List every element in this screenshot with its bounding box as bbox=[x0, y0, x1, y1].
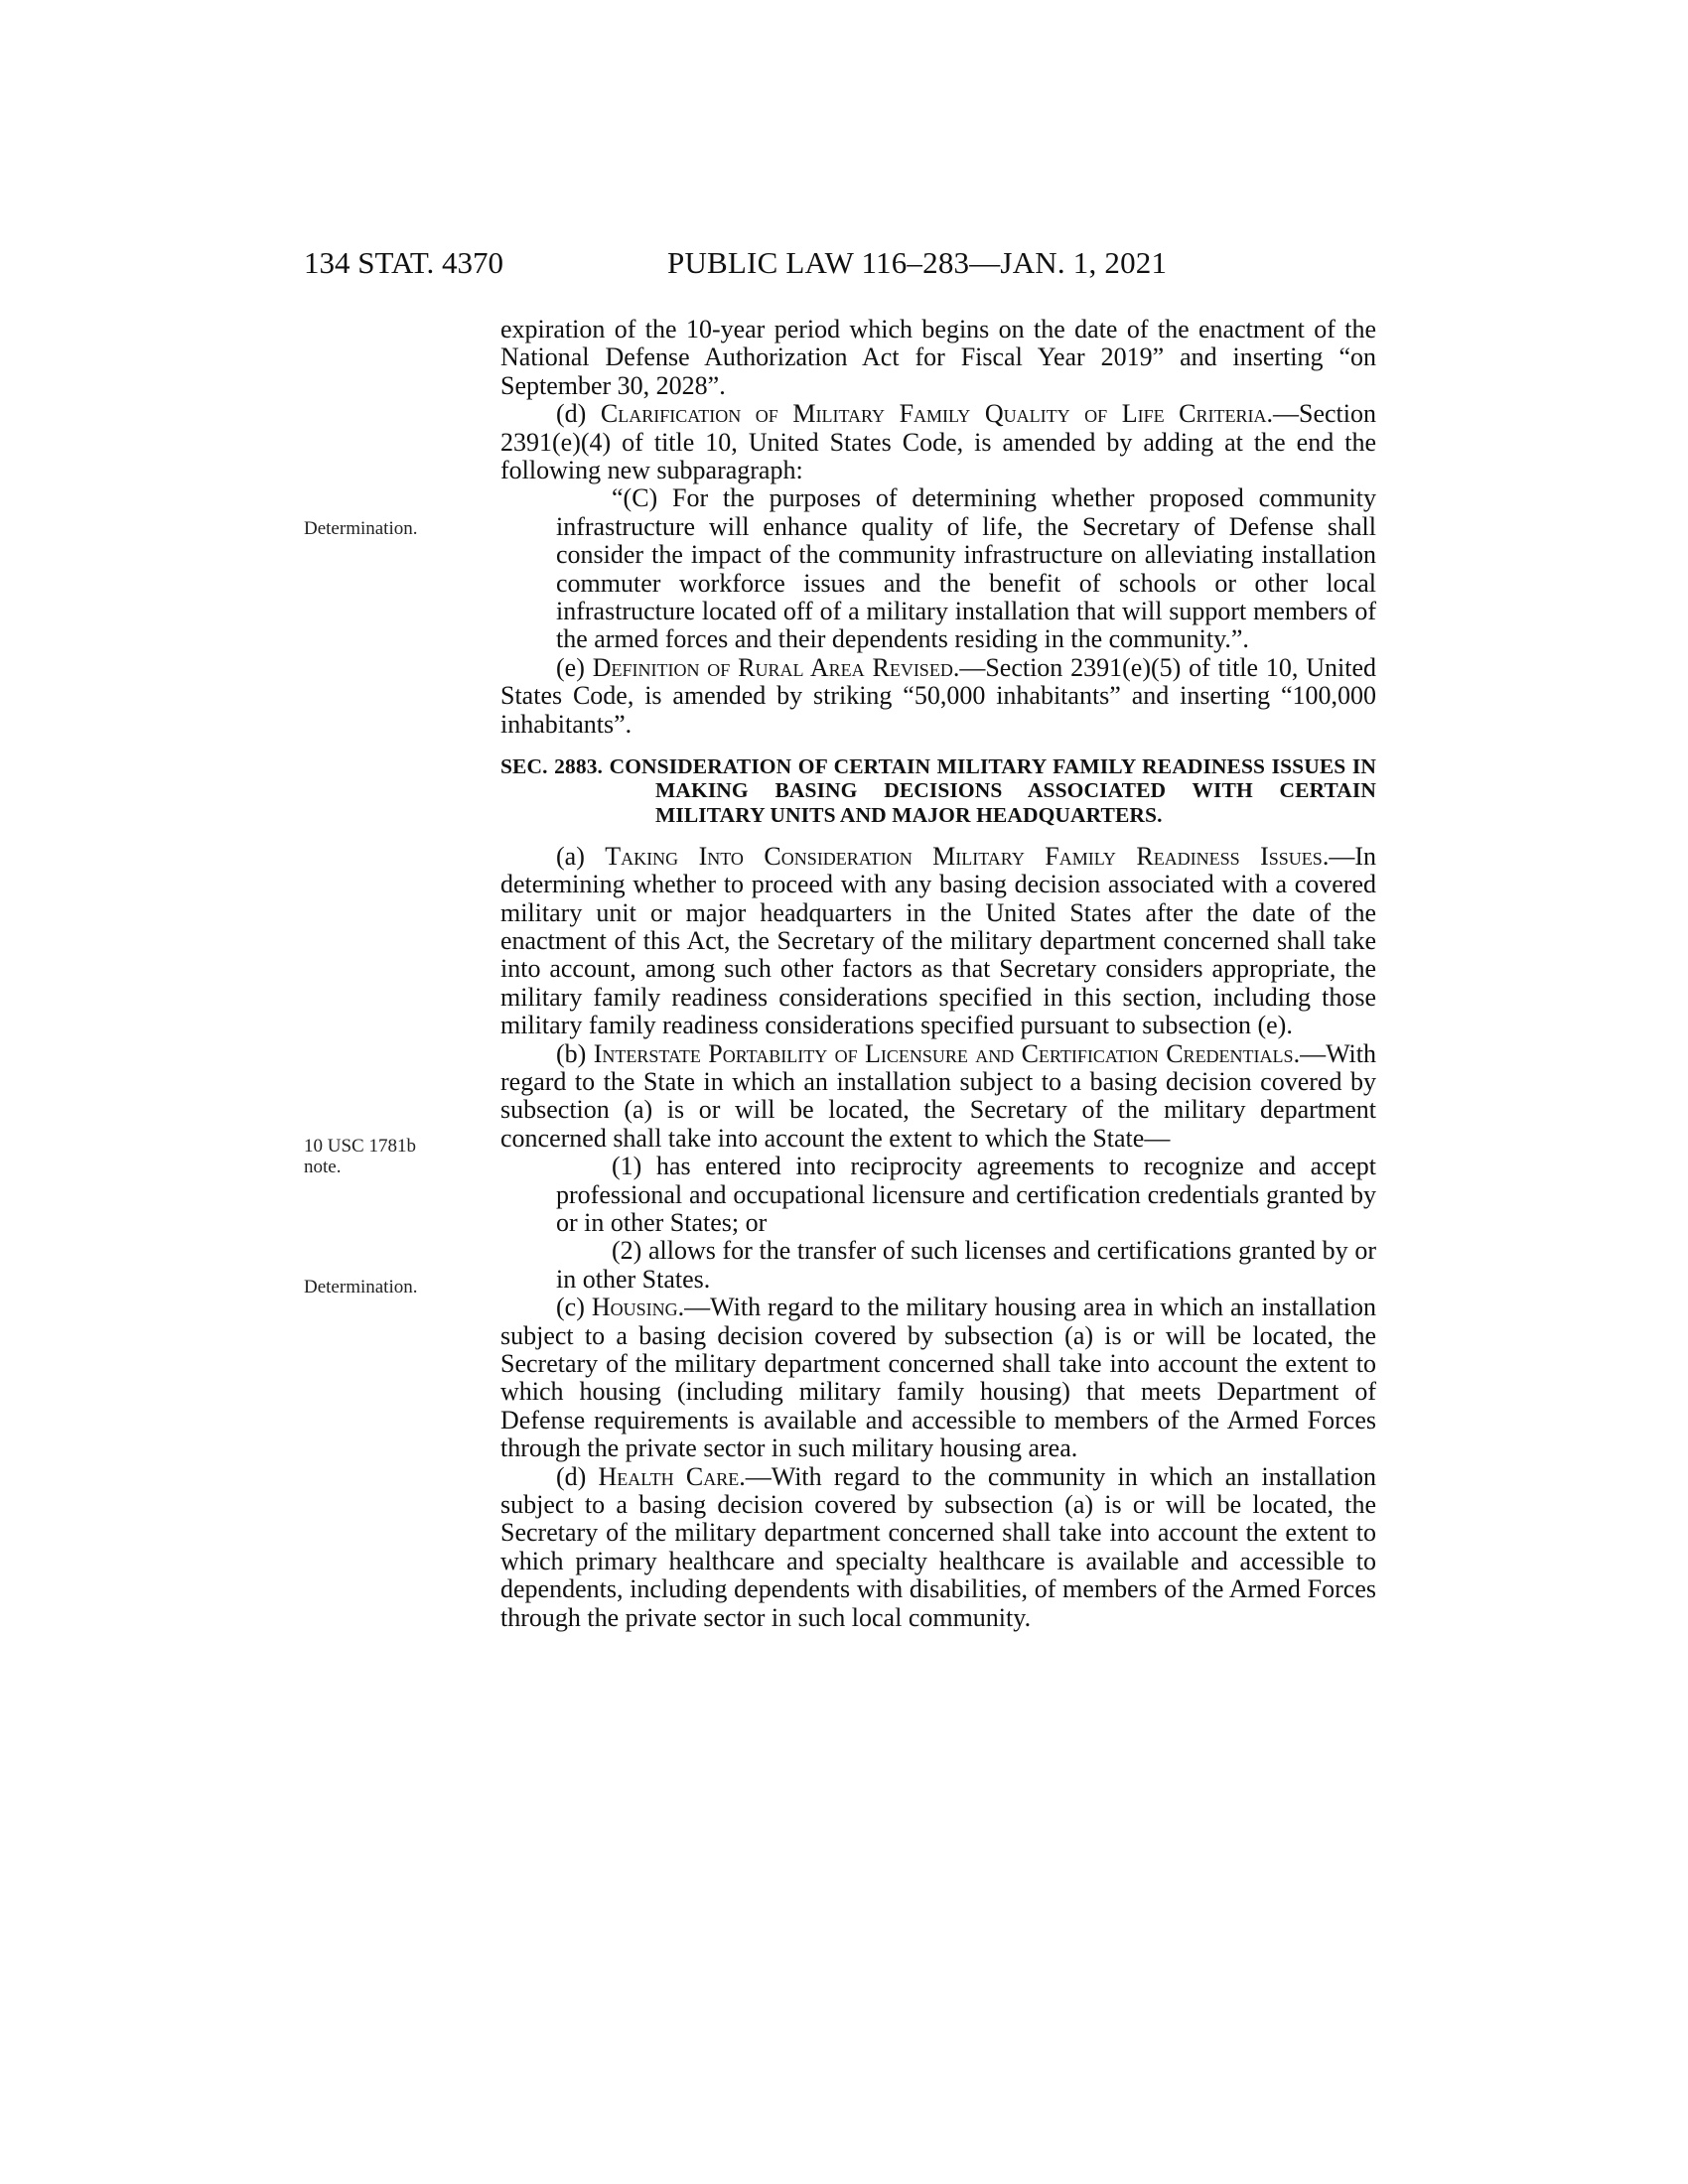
subsection-d-clarification bbox=[500, 400, 1376, 484]
usc-citation-line: 10 USC 1781b bbox=[304, 1136, 416, 1157]
subsection-heading: Taking Into Consideration Military Family Readiness Issues bbox=[605, 841, 1323, 871]
section-heading: SEC. 2883. CONSIDERATION OF CERTAIN MILITARY FAMILY READINESS ISSUES IN MAKING BASING DECISIONS ASSOCIATED WITH CERTAIN MILITARY UNITS AND MAJOR HEADQUARTERS. bbox=[500, 754, 1376, 827]
margin-note-usc-citation bbox=[304, 1136, 483, 1177]
subsection-b-portability bbox=[500, 1040, 1376, 1154]
subsection-label: (e) bbox=[556, 652, 593, 682]
subsection-a-readiness bbox=[500, 843, 1376, 1040]
subsection-label: (d) bbox=[556, 1461, 599, 1491]
paragraph-continuation: expiration of the 10-year period which begins on the date of the enactment of the National Defense Authorization Act for Fiscal Year 2019” and inserting “on September 30, 2028”. bbox=[500, 315, 1376, 400]
subsection-label: (c) bbox=[556, 1293, 592, 1322]
quoted-subparagraph-c: “(C) For the purposes of determining whether proposed community infrastructure will enhance quality of life, the Secretary of Defense shall consider the impact of the community infrastructure on alleviating installation commuter workforce issues and the benefit of schools or other local infrastructure located off of a military installation that will support members of the armed forces and their dependents residing in the community.”. bbox=[556, 483, 1376, 654]
usc-citation-note: note. bbox=[304, 1157, 342, 1177]
subsection-text: .—In determining whether to proceed with any basing decision associated with a covered military unit or major headquarters in the United States after the date of the enactment of this Act, the Secretary of the military department concerned shall take into account, among such other factors as that Secretary considers appropriate, the military family readiness considerations specified in this section, including those military family readiness considerations specified pursuant to subsection (e). bbox=[500, 841, 1376, 1040]
subsection-text: .—Section 2391(e)(4) of title 10, United States Code, is amended by adding at the end the following new subparagraph: bbox=[500, 399, 1376, 485]
subsection-label: (d) bbox=[556, 399, 601, 429]
statute-page-number: 134 STAT. 4370 bbox=[304, 245, 504, 280]
subsection-c-housing bbox=[500, 1294, 1376, 1462]
subsection-text: .—With regard to the military housing area in which an installation subject to a basing decision covered by subsection (a) is or will be located, the Secretary of the military department concerned shall take into account the extent to which housing (including military family housing) that meets Department of Defense requirements is available and accessible to members of the Armed Forces through the private sector in such military housing area. bbox=[500, 1293, 1376, 1463]
public-law-title: PUBLIC LAW 116–283—JAN. 1, 2021 bbox=[667, 245, 1168, 280]
subsection-heading: Clarification of Military Family Quality of Life Criteria bbox=[600, 399, 1267, 429]
subsection-heading: Interstate Portability of Licensure and Certification Credentials bbox=[593, 1038, 1294, 1068]
subsection-e-rural-area bbox=[500, 654, 1376, 739]
subsection-text: .—Section 2391(e)(5) of title 10, United States Code, is amended by striking “50,000 inhabitants” and inserting “100,000 inhabitants”. bbox=[500, 652, 1376, 739]
document-body bbox=[500, 316, 1376, 1632]
paragraph-b1: (1) has entered into reciprocity agreements to recognize and accept professional and occupational licensure and certification credentials granted by or in other States; or bbox=[556, 1152, 1376, 1237]
subsection-d-health-care bbox=[500, 1463, 1376, 1632]
subsection-label: (b) bbox=[556, 1038, 594, 1068]
subsection-heading: Definition of Rural Area Revised bbox=[592, 652, 953, 682]
subsection-heading: Housing bbox=[591, 1293, 678, 1322]
margin-note-determination: Determination. bbox=[304, 518, 418, 539]
subsection-text: .—With regard to the community in which an installation subject to a basing decision covered by subsection (a) is or will be located, the Secretary of the military department concerned shall take into account the extent to which primary healthcare and specialty healthcare is available and accessible to dependents, including dependents with disabilities, of members of the Armed Forces through the private sector in such local community. bbox=[500, 1461, 1376, 1632]
page-header bbox=[304, 243, 1297, 283]
subsection-heading: Health Care bbox=[598, 1461, 740, 1491]
subsection-text: .—With regard to the State in which an installation subject to a basing decision covered by subsection (a) is or will be located, the Secretary of the military department concerned shall take into account the extent to which the State— bbox=[500, 1038, 1377, 1153]
paragraph-b2: (2) allows for the transfer of such licenses and certifications granted by or in other States. bbox=[556, 1236, 1376, 1294]
subsection-label: (a) bbox=[556, 841, 606, 871]
margin-note-determination: Determination. bbox=[304, 1277, 418, 1297]
